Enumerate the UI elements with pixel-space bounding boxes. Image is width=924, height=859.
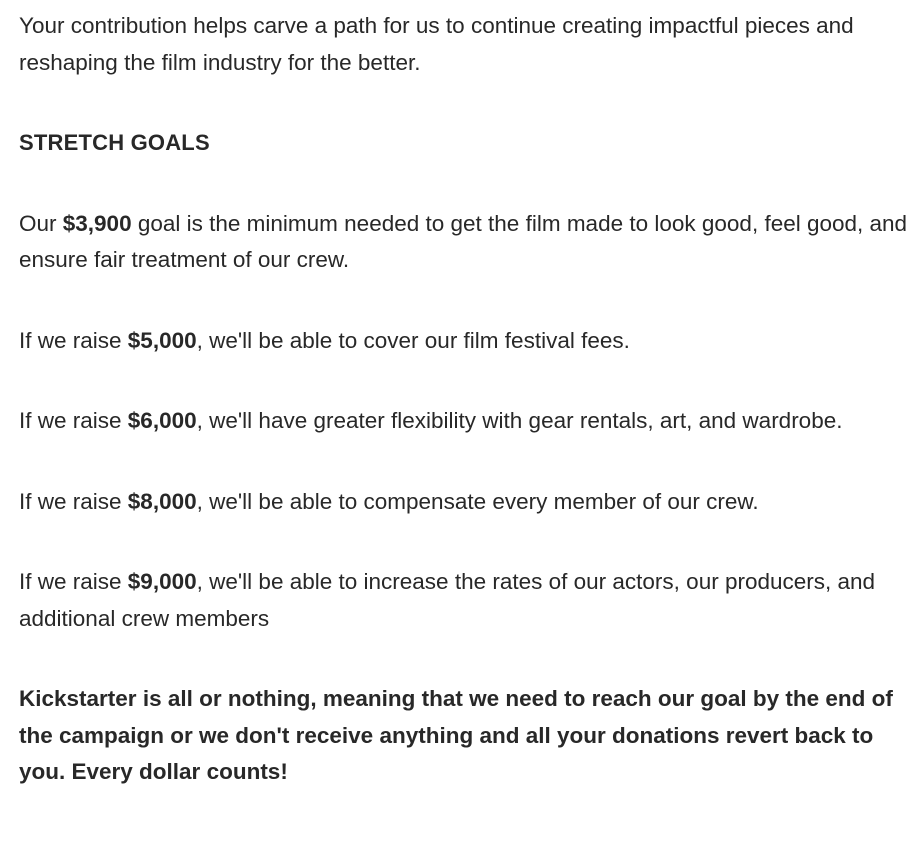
- stretch-goal-prefix: If we raise: [19, 408, 128, 433]
- stretch-goal-amount: $6,000: [127, 408, 197, 433]
- stretch-goal-item: [19, 564, 919, 637]
- stretch-goal-prefix: If we raise: [19, 569, 128, 594]
- stretch-goal-item: [19, 484, 919, 521]
- stretch-goal-amount: $8,000: [127, 488, 197, 514]
- stretch-goal-amount: $9,000: [127, 569, 197, 594]
- closing-paragraph: Kickstarter is all or nothing, meaning that we need to reach our goal by the end of the campaign or we don't receive anything and all your donations revert back to you. Every dollar counts!: [19, 686, 893, 784]
- stretch-goal-amount: $5,000: [127, 327, 197, 353]
- stretch-goal-item: [19, 323, 919, 360]
- goal-amount: $3,900: [62, 210, 132, 236]
- campaign-story: [19, 8, 919, 791]
- goal-paragraph: [19, 206, 919, 279]
- stretch-goal-prefix: If we raise: [19, 327, 128, 353]
- goal-prefix: Our: [19, 210, 63, 236]
- stretch-goal-suffix: , we'll be able to increase the rates of our actors, our producers, and additional crew members: [19, 569, 876, 631]
- stretch-goal-item: [19, 403, 919, 440]
- stretch-goals-heading: STRETCH GOALS: [19, 130, 210, 155]
- intro-paragraph: [19, 8, 919, 81]
- stretch-goal-suffix: , we'll be able to compensate every member of our crew.: [196, 488, 759, 514]
- stretch-goal-suffix: , we'll be able to cover our film festival fees.: [196, 327, 630, 353]
- stretch-goal-prefix: If we raise: [19, 488, 128, 514]
- goal-suffix: goal is the minimum needed to get the film made to look good, feel good, and ensure fair treatment of our crew.: [19, 210, 908, 272]
- intro-text: Your contribution helps carve a path for us to continue creating impactful pieces and reshaping the film industry for the better.: [19, 13, 854, 75]
- stretch-goal-suffix: , we'll have greater flexibility with gear rentals, art, and wardrobe.: [196, 408, 843, 433]
